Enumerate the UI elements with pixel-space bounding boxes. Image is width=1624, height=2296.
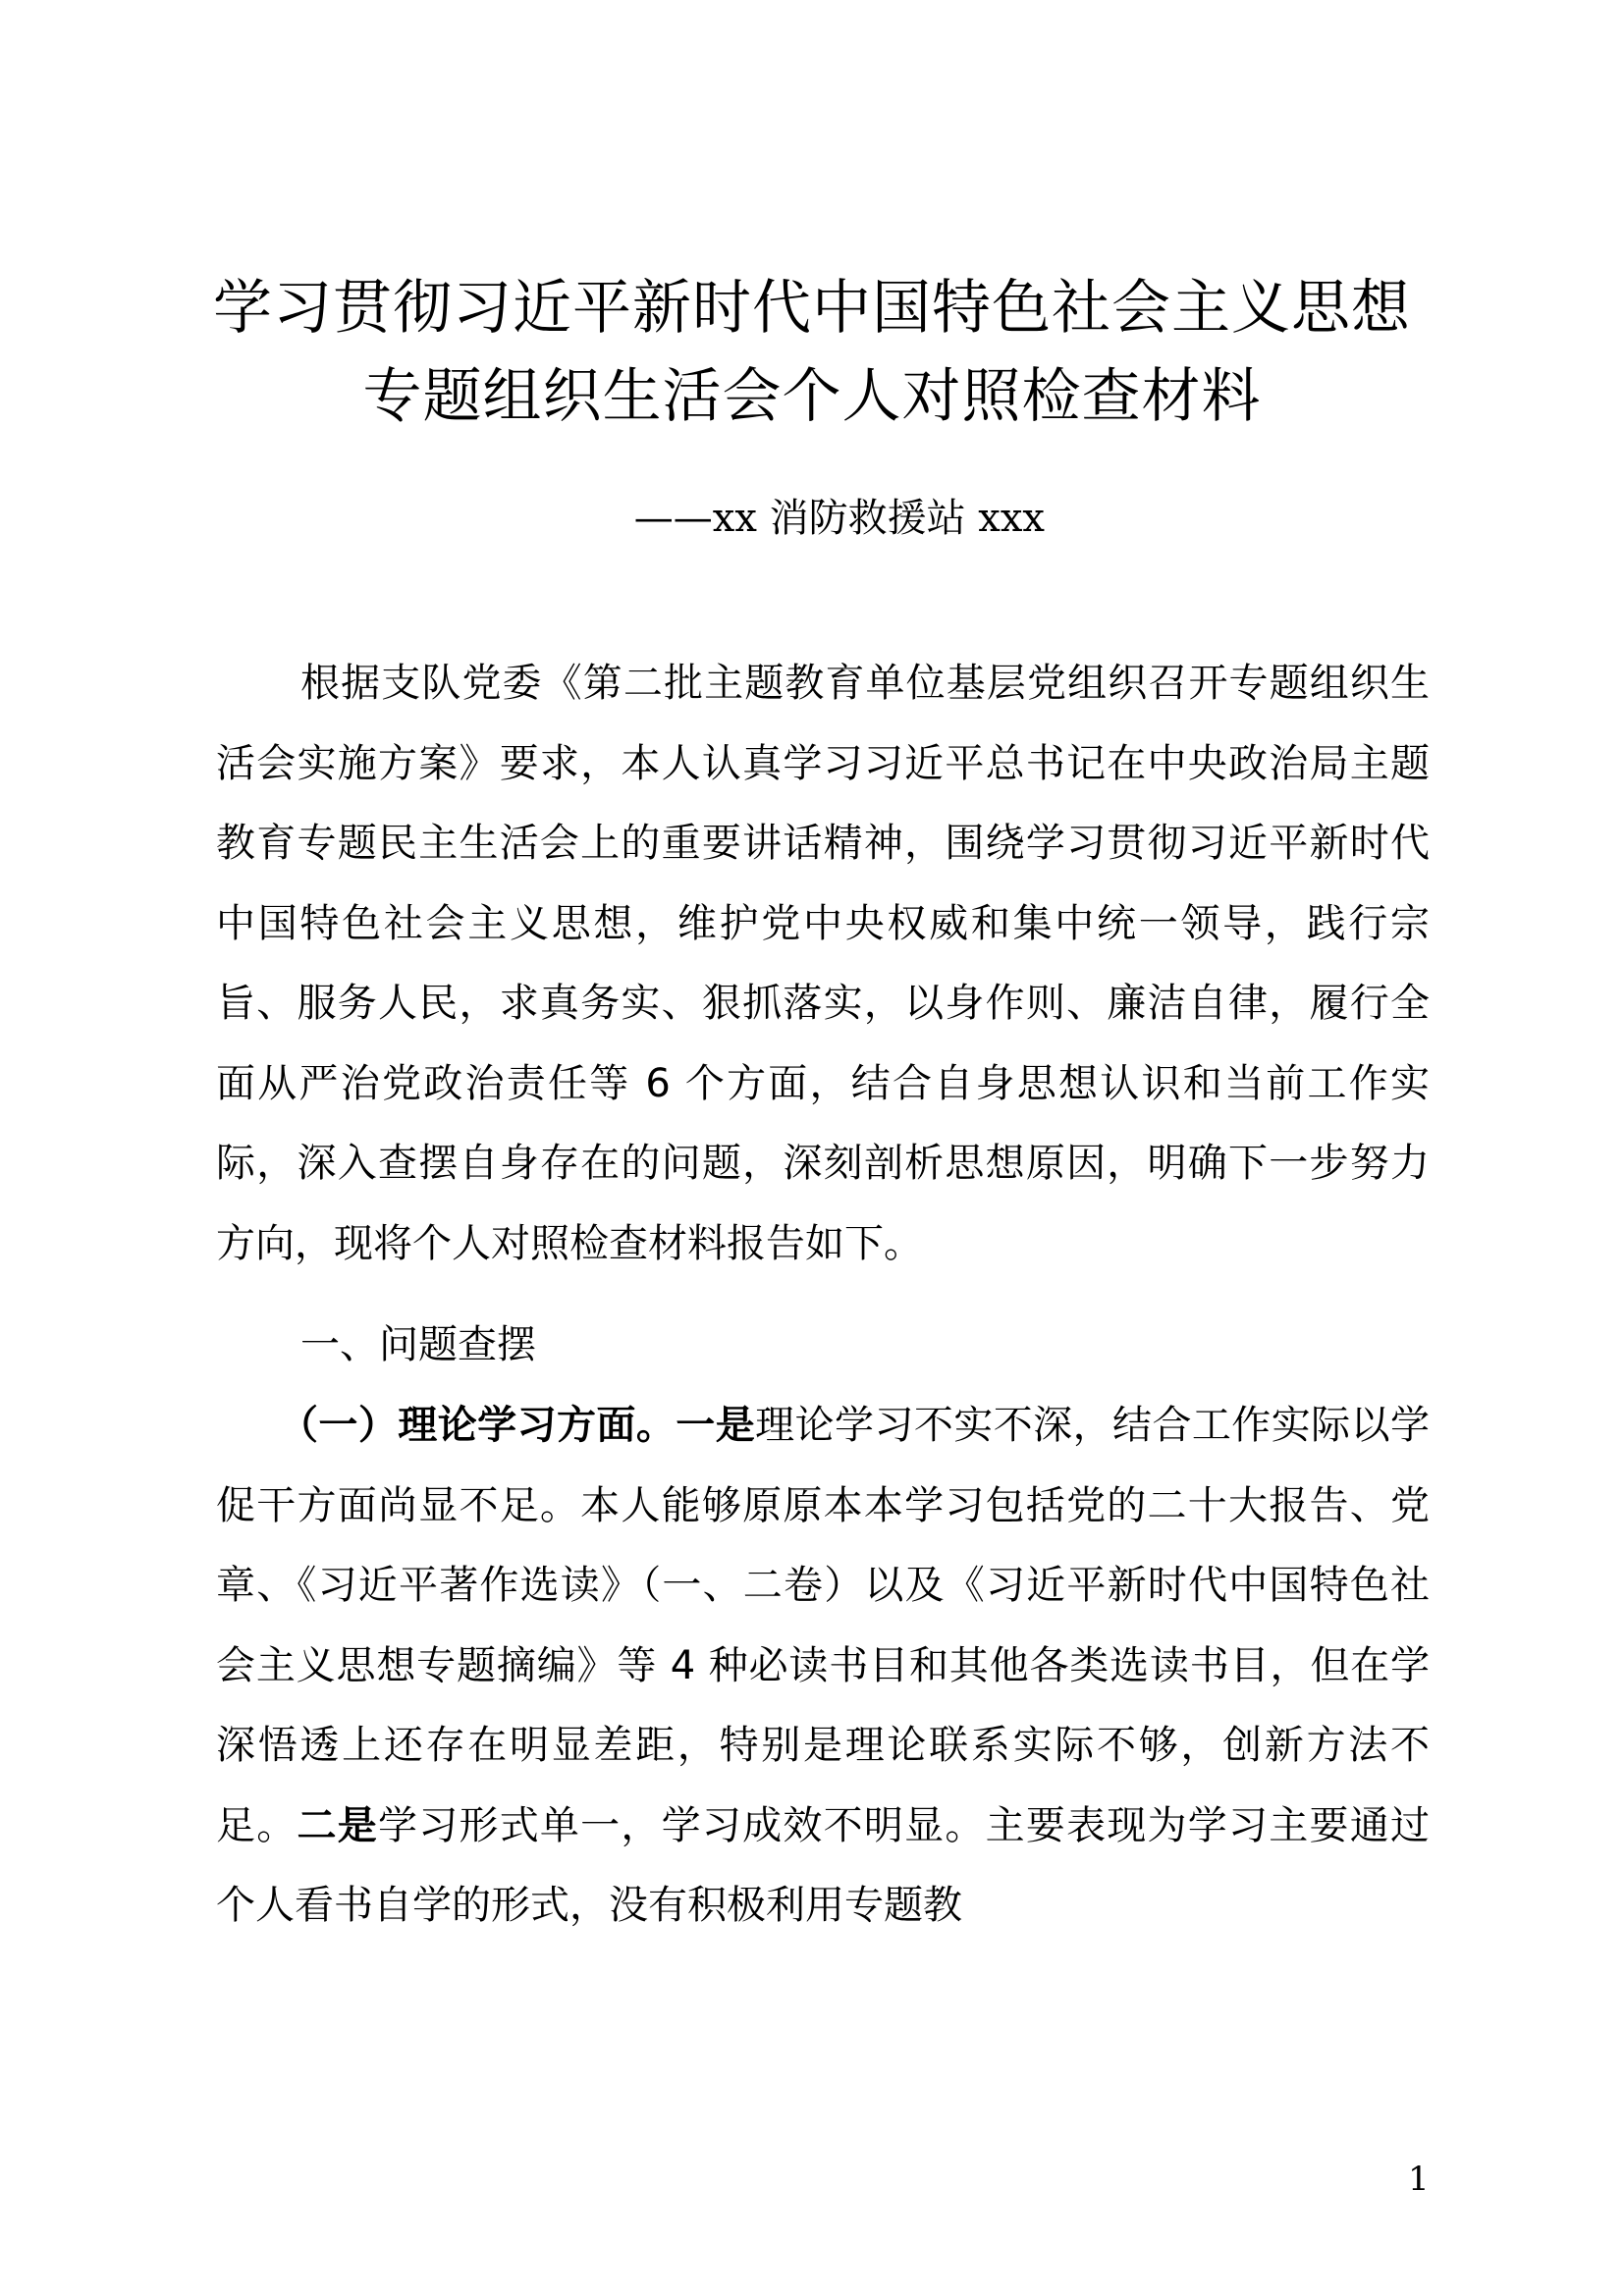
theory-section-lead: （一）理论学习方面。 — [279, 1403, 677, 1448]
intro-paragraph: 根据支队党委《第二批主题教育单位基层党组织召开专题组织生活会实施方案》要求，本人认真学习习近平总书记在中央政治局主题教育专题民主生活会上的重要讲话精神，围绕学习贯彻习近平新时代中国特色社会主义思想，维护党中央权威和集中统一领导，践行宗旨、服务人民，求真务实、狠抓落实，以身作则、廉洁自律，履行全面从严治党政治责任等 6 个方面，结合自身思想认识和当前工作实际，深入查摆自身存在的问题，深刻剖析思想原因，明确下一步努力方向，现将个人对照检查材料报告如下。 — [216, 661, 1430, 1266]
point-2-text: 学习形式单一，学习成效不明显。主要表现为学习主要通过个人看书自学的形式，没有积极利用专题教 — [216, 1802, 1431, 1928]
point-1-text: 理论学习不实不深，结合工作实际以学促干方面尚显不足。本人能够原原本本学习包括党的二十大报告、党章、《习近平著作选读》（一、二卷）以及《习近平新时代中国特色社会主义思想专题摘编》等 4 种必读书目和其他各类选读书目，但在学深悟透上还存在明显差距，特别是理论联系实际不够，创新方法不足。 — [216, 1403, 1431, 1848]
page-number: 1 — [1408, 2160, 1430, 2199]
theory-study-paragraph — [216, 1386, 1430, 2026]
point-1-label: 一是 — [676, 1403, 756, 1448]
author-byline: ——xx 消防救援站 xxx — [633, 496, 1045, 541]
document-title-line-1: 学习贯彻习近平新时代中国特色社会主义思想 — [213, 274, 1411, 343]
section-heading: 一、问题查摆 — [300, 1322, 536, 1367]
point-2-label: 二是 — [297, 1802, 378, 1848]
document-title-line-2: 专题组织生活会个人对照检查材料 — [362, 362, 1262, 431]
